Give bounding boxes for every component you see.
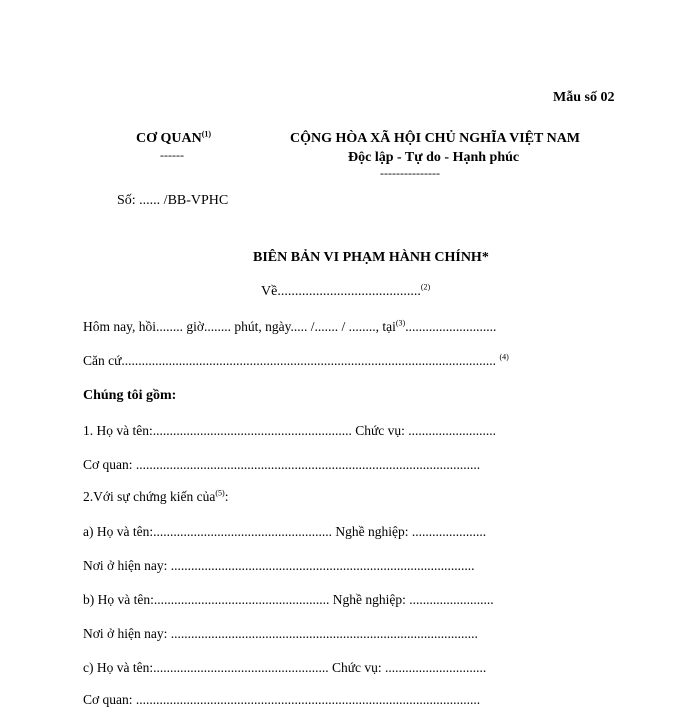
agency-label: CƠ QUAN$^{(1)}$ — [136, 129, 212, 146]
member-1-agency-line: Cơ quan: ...................................................................................................... — [83, 457, 481, 472]
date-place-line: Hôm nay, hồi........ giờ........ phút, ngày..... /....... / ........, tại$^{(3)}$........................... — [83, 318, 497, 334]
national-motto-underline: --------------- — [380, 166, 440, 180]
witness-a-address-line: Nơi ở hiện nay: .......................................................................................... — [83, 558, 475, 573]
national-motto: Độc lập - Tự do - Hạnh phúc — [348, 150, 520, 165]
document-number: Số: ...... /BB-VPHC — [117, 193, 229, 208]
agency-underline: ------ — [160, 148, 184, 162]
witness-b-address-line: Nơi ở hiện nay: ........................................................................................... — [83, 626, 478, 641]
form-code: Mẫu số 02 — [553, 90, 615, 105]
members-heading: Chúng tôi gồm: — [83, 388, 177, 403]
document-title: BIÊN BẢN VI PHẠM HÀNH CHÍNH* — [253, 250, 489, 265]
witness-b-name-line: b) Họ và tên:.................................................... Nghề nghiệp: ......................... — [83, 592, 494, 607]
witness-c-name-line: c) Họ và tên:.................................................... Chức vụ: .............................. — [83, 660, 487, 675]
witness-a-name-line: a) Họ và tên:..................................................... Nghề nghiệp: ...................... — [83, 524, 487, 539]
about-line: Về.........................................$^{(2)}$ — [261, 282, 431, 299]
basis-line: Căn cứ............................................................................................................... $^{(4)}$ — [83, 352, 509, 368]
member-1-name-line: 1. Họ và tên:........................................................... Chức vụ: .......................... — [83, 423, 497, 438]
national-title: CỘNG HÒA XÃ HỘI CHỦ NGHĨA VIỆT NAM — [290, 131, 581, 146]
witness-line: 2.Với sự chứng kiến của$^{(5)}$: — [83, 488, 229, 504]
witness-c-agency-line: Cơ quan: ...................................................................................................... — [83, 692, 481, 707]
